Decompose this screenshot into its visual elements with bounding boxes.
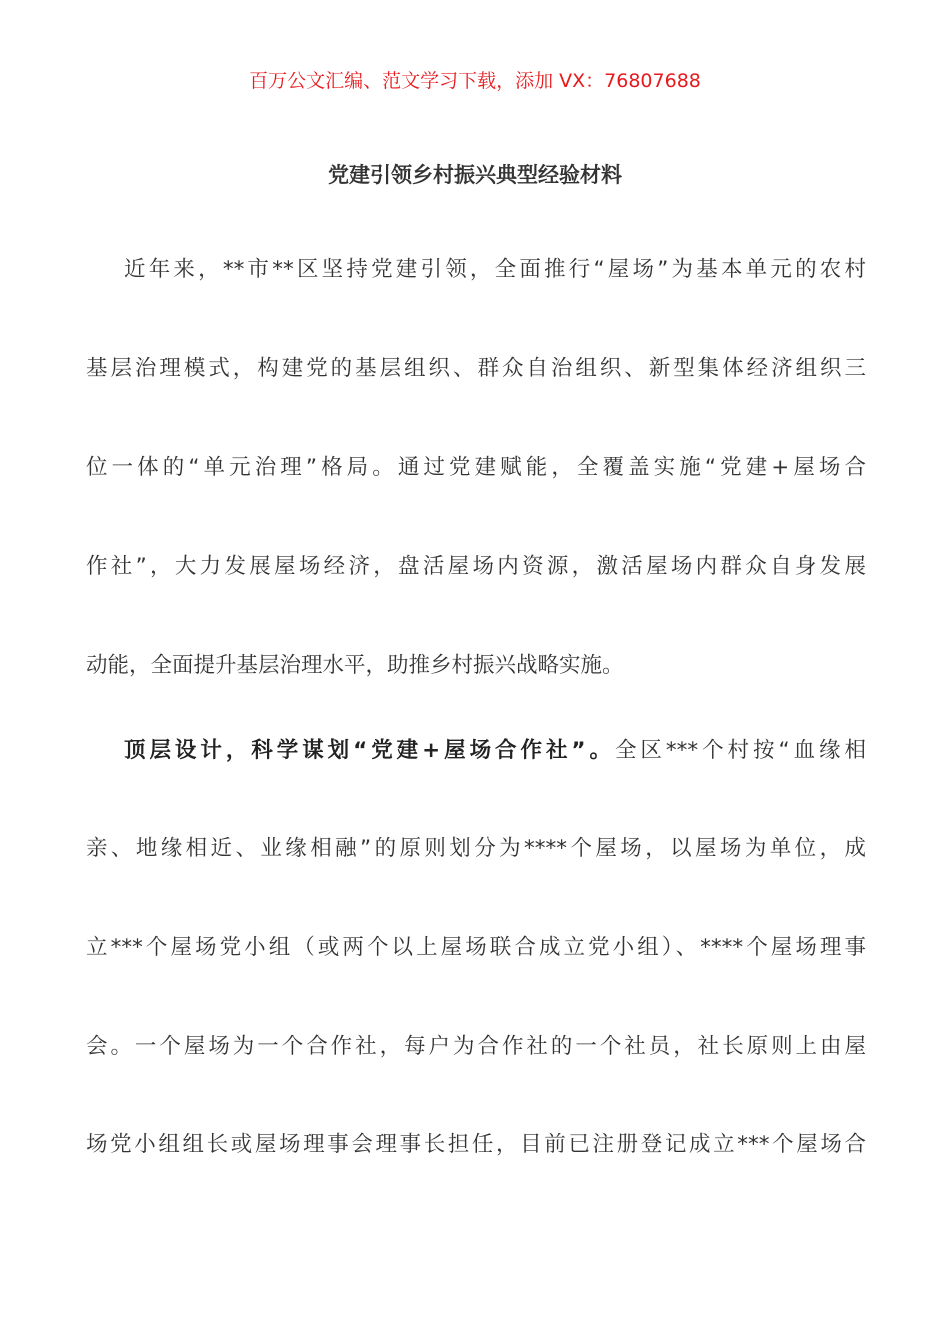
document-title: 党建引领乡村振兴典型经验材料 <box>328 163 622 187</box>
paragraph-1-line-2: 基层治理模式，构建党的基层组织、群众自治组织、新型集体经济组织三 <box>86 356 866 381</box>
paragraph-2-line-1 <box>86 734 866 768</box>
paragraph-1-line-3: 位一体的“单元治理”格局。通过党建赋能，全覆盖实施“党建+屋场合 <box>86 455 866 480</box>
watermark-banner: 百万公文汇编、范文学习下载，添加 VX：76807688 <box>249 70 701 92</box>
paragraph-2-heading: 顶层设计，科学谋划“党建+屋场合作社”。 <box>124 738 615 763</box>
paragraph-1-line-1: 近年来，**市**区坚持党建引领，全面推行“屋场”为基本单元的农村 <box>124 257 866 282</box>
paragraph-2-line-1-rest: 全区***个村按“血缘相 <box>614 738 866 763</box>
paragraph-1-line-4: 作社”，大力发展屋场经济，盘活屋场内资源，激活屋场内群众自身发展 <box>86 554 866 579</box>
paragraph-1-line-5: 动能，全面提升基层治理水平，助推乡村振兴战略实施。 <box>86 653 624 678</box>
paragraph-2-line-2: 亲、地缘相近、业缘相融”的原则划分为****个屋场，以屋场为单位，成 <box>86 836 866 861</box>
paragraph-2-line-3: 立***个屋场党小组（或两个以上屋场联合成立党小组）、****个屋场理事 <box>86 935 866 960</box>
paragraph-2-line-5: 场党小组组长或屋场理事会理事长担任，目前已注册登记成立***个屋场合 <box>86 1132 866 1157</box>
paragraph-2-line-4: 会。一个屋场为一个合作社，每户为合作社的一个社员，社长原则上由屋 <box>86 1034 866 1059</box>
